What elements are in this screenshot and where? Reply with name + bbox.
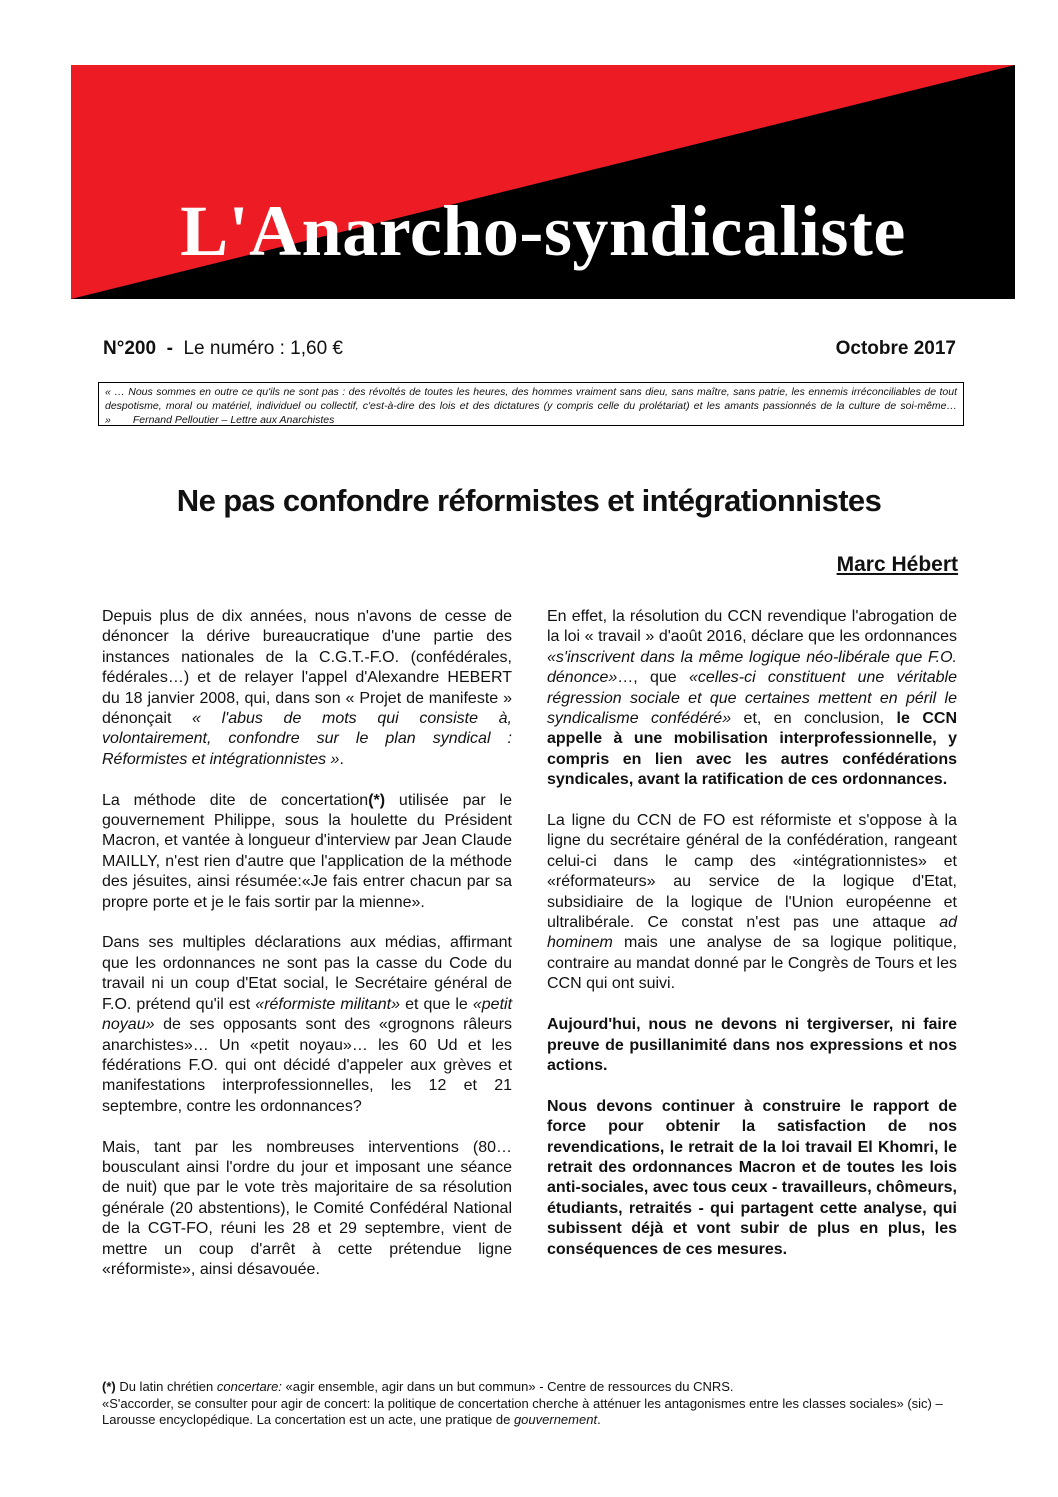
paragraph: Mais, tant par les nombreuses interventions (80…bousculant ainsi l'ordre du jour et imposant une séance de nuit) que par le vote très majoritaire de sa résolution générale (20 abstentions), le Comité Confédéral National de la CGT-FO, réuni les 28 et 29 septembre, vient de mettre un coup d'arrêt à cette prétendue ligne «réformiste», ainsi désavouée.: [102, 1138, 512, 1278]
text-run: Depuis plus de dix années, nous n'avons de cesse de dénoncer la dérive bureaucratique d'une partie des instances nationales de la C.G.T.-F.O. (confédérales, fédérales…) et de relayer l'appel d'Alexandre HEBERT du 18 janvier 2008, qui, dans son « Projet de manifeste » dénonçait: [102, 608, 512, 728]
paragraph: [547, 811, 957, 995]
article-column-right: [547, 607, 957, 1280]
text-run: La ligne du CCN de FO est réformiste et s'oppose à la ligne du secrétaire général de la confédération, rangeant celui-ci dans le camp des «intégrationnistes» et «réformateurs» au service de la logique d'Etat, subsidiaire de la logique de l'Union européenne et ultralibérale. Ce constat n'est pas une attaque: [547, 812, 957, 932]
paragraph: [102, 607, 512, 770]
quote-run: «réformiste militant»: [255, 995, 400, 1013]
paragraph: [547, 607, 957, 791]
paragraph: [102, 791, 512, 913]
quote-run: «petit noyau»: [102, 995, 513, 1034]
paragraph: [102, 933, 512, 1117]
text-run: .: [339, 750, 344, 768]
text-run: Dans ses multiples déclarations aux médias, affirmant que les ordonnances ne sont pas la casse du Code du travail ni un coup d'Etat social, le Secrétaire général de F.O. prétend qu'il est: [102, 934, 512, 1013]
epigraph-quote-box: [98, 382, 964, 426]
issue-number: N°200: [103, 338, 157, 359]
issue-date: Octobre 2017: [835, 338, 956, 359]
text-run: «agir ensemble, agir dans un but commun» - Centre de ressources du CNRS.: [281, 1379, 734, 1394]
quote-run: «celles-ci constituent une véritable régression sociale et que certaines mettent en péril le syndicalisme confédéré»: [547, 669, 958, 728]
footnote-marker: (*): [368, 791, 386, 809]
italic-run: gouvernement: [513, 1412, 598, 1427]
text-run: Du latin chrétien: [115, 1379, 217, 1394]
text-run: En effet, la résolution du CCN revendique l'abrogation de la loi « travail » d'août 2016, déclare que les ordonnances: [547, 608, 957, 646]
text-run: et, en conclusion,: [731, 710, 897, 728]
text-run: de ses opposants sont des «grognons râleurs anarchistes»… Un «petit noyau»… les 60 Ud et les fédérations F.O. qui ont décidé d'appeler aux grèves et manifestations interprofessionnelles, les 12 et 21 septembre, contre les ordonnances?: [102, 1016, 512, 1115]
bold-run: le CCN appelle à une mobilisation interprofessionnelle, y compris en lien avec les autres confédérations syndicales, avant la ratification de ces ordonnances.: [547, 710, 958, 789]
issue-price: Le numéro : 1,60 €: [183, 338, 343, 359]
text-run: La méthode dite de concertation: [102, 791, 369, 809]
footnote-line: [102, 1379, 958, 1396]
text-run: «S'accorder, se consulter pour agir de concert: la politique de concertation cherche à atténuer les antagonismes entre les classes sociales» (sic) – Larousse encyclopédique. La concertation est un acte, une pratique de: [102, 1395, 943, 1427]
article-column-left: [102, 607, 512, 1301]
quote-run: « l'abus de mots qui consiste à, volontairement, confondre sur le plan syndical : Réformistes et intégrationnistes »: [102, 710, 512, 768]
epigraph-quote: « … Nous sommes en outre ce qu'ils ne sont pas : des révoltés de toutes les heures, des hommes vraiment sans dieu, sans maître, sans patrie, les ennemis irréconciliables de tout despotisme, moral ou matériel, individuel ou collectif, c'est-à-dire des lois et des dictatures (y compris celle du prolétariat) et les amants passionnés de la culture de soi-même… »: [105, 386, 957, 426]
footnote-line: [102, 1396, 958, 1429]
epigraph-author: Fernand Pelloutier – Lettre aux Anarchistes: [132, 414, 335, 426]
text-run: mais une analyse de sa logique politique, contraire au mandat donné par le Congrès de Tours et les CCN qui ont suivi.: [547, 934, 957, 993]
footnote-marker: (*): [102, 1379, 116, 1394]
footnote: [102, 1379, 958, 1429]
quote-run: «s'inscrivent dans la même logique néo-libérale que F.O. dénonce»: [547, 648, 957, 687]
issue-separator: -: [161, 338, 184, 359]
article-headline: Ne pas confondre réformistes et intégrationnistes: [176, 483, 882, 518]
text-run: …, que: [617, 669, 689, 687]
paragraph-bold: Aujourd'hui, nous ne devons ni tergiverser, ni faire preuve de pusillanimité dans nos expressions et nos actions.: [547, 1016, 957, 1074]
text-run: utilisée par le gouvernement Philippe, sous la houlette du Président Macron, et vantée à longueur d'interview par Jean Claude MAILLY, n'est rien d'autre que l'application de la méthode des jésuites, ainsi résumée:«Je fais entrer chacun par sa propre porte et je le fais sortir par la mienne».: [102, 791, 513, 911]
text-run: .: [597, 1412, 601, 1427]
article-author: Marc Hébert: [836, 553, 958, 576]
issue-line: [103, 338, 958, 364]
masthead: [71, 65, 1015, 299]
italic-run: ad hominem: [547, 914, 957, 952]
masthead-title: L'Anarcho-syndicaliste: [180, 191, 906, 271]
paragraph-bold: Nous devons continuer à construire le rapport de force pour obtenir la satisfaction de nos revendications, le retrait de la loi travail El Khomri, le retrait des ordonnances Macron et de toutes les lois anti-sociales, avec tous ceux - travailleurs, chômeurs, étudiants, retraités - qui partagent cette analyse, qui subissent déjà et vont subir de plus en plus, les conséquences de ces mesures.: [547, 1097, 957, 1258]
text-run: et que le: [400, 995, 473, 1013]
italic-run: concertare:: [216, 1379, 282, 1394]
